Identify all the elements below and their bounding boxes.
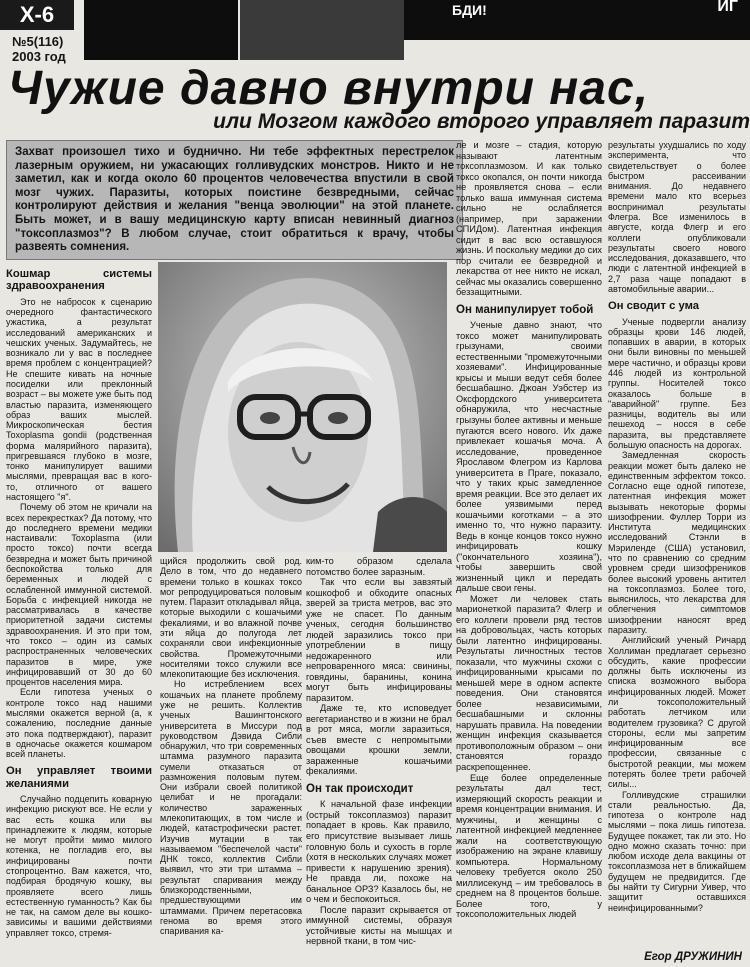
- paragraph: После паразит скрывается от иммунной системы, образуя устойчивые кисты на мышцах и нервной ткани, в том чис-: [306, 904, 452, 947]
- paragraph: Голливудские страшилки стали реальностью. Да, гипотеза о контроле над мыслями – пока лишь гипотеза. Будущее покажет, так ли это. Но одно можно сказать точно: при любом исходе дела вакцины от токсоплазмоза нет в ближайшем будущем не предвидится. Где бы найти ту Сигурни Уивер, что защитит оставшихся неинфицированными?: [608, 789, 746, 913]
- paragraph: Может ли человек стать марионеткой паразита? Флегр и его коллеги провели ряд тестов на добровольцах, часть которых были латентно инфицированы. Результаты личностных тестов показали, что мужчины схожи с инфицированными крысами по меньшей мере в одном аспекте поведения. Они становятся более независимыми, бесшабашными и склонны нарушать правила. На поведении женщин инфекция сказывается противоположным образом – они становятся гораздо раскрепощеннее.: [456, 593, 602, 772]
- subheading-drives-you-mad: Он сводит с ума: [608, 300, 700, 313]
- paragraph: Английский ученый Ричард Холлиман предлагает серьезно обсудить, какие профессии должны быть исключены из списка возможного выбора инфицированных людей. Может ли токсоположительный работать летчиком или водителем грузовика? С другой стороны, если мы запретим инфицированным все профессии, связанные с быстротой реакции, мы можем потерять более трети рабочей силы...: [608, 635, 746, 790]
- paragraph: К начальной фазе инфекции (острый токсоплазмоз) паразит попадает в кровь. Как правило, его присутствие вызывает лишь головную боль и сухость в горле (хотя в нескольких случаях может привести к нарушению зрения). Не правда ли, похоже на банальное ОРЗ? Казалось бы, не о чем и беспокоиться.: [306, 799, 452, 905]
- paragraph: Случайно подцепить коварную инфекцию рискуют все. Не если у вас есть кошка или вы принадлежите к людям, которые не могут пройти мимо милого котенка, не погладив его, вы инфицированы почти стопроцентно. Вам кажется, что, подбирая бродячую кошку, вы проявляете всего лишь естественную гуманность? Как бы не так, на самом деле вы кошко-зависимы и вашими действиями управляет токсо, стремя-: [6, 794, 152, 938]
- paragraph: ле и мозге – стадия, которую называют латентным токсоплазмозом. И как только токсо окопался, он почти никогда не проявляется снова – если только ваша иммунная система сильно не ослабляется (например, при заражении СПИДом). Латентная инфекция сидит в вас всю оставшуюся жизнь. И поскольку медики до сих пор считали ее безвредной и лекарства от нее никто не искал, сейчас мы оказались совершенно беззащитными.: [456, 140, 602, 298]
- paragraph: Замедленная скорость реакции может быть далеко не единственным эффектом токсо. Согласно еще одной гипотезе, латентная инфекция может вызывать некоторые формы шизофрении. Фуллер Торри из Института медицинских исследований Стэнли в Мэриленде (США) установил, что по сравнению со средним уровнем среди шизофреников более высокий уровень антител на токсоплазмоз. Более того, выяснилось, что лекарства для облегчения симптомов шизофрении наносят вред паразиту.: [608, 450, 746, 635]
- lead-box: Захват произошел тихо и буднично. Ни тебе эффектных перестрелок лазерным оружием, ни ужасающих голливудских монстров. Никто и не заметил, как и когда около 60 процентов человечества впустили в свой мозг чужих. Паразиты, которых поистине безвредными, сейчас контролируют действия и желания "венца эволюции" на этой планете. Быть может, и в вашу медицинскую карту вписан невинный диагноз "токсоплазмоз"? В любом случае, стоит обратиться к врачу, чтобы развеять сомнения.: [6, 140, 463, 260]
- header-photo-strip: [84, 0, 238, 60]
- section-badge: Х-6: [0, 0, 74, 30]
- column-3: [306, 556, 452, 947]
- paragraph: щийся продолжить свой род. Дело в том, что до недавнего времени только в кошках токсо мог репродуцироваться половым путем. Паразит откладывал яйца, которые выходили с кошачьими фекалиями, и во влажной почве эти яйца до полугода лет сохраняли свои инфекционные свойства. Промежуточными носителями токсо служили все млекопитающие без исключения.: [160, 556, 302, 680]
- subheading-manipulates-you: Он манипулирует тобой: [456, 303, 594, 316]
- strip-label-left: БДИ!: [452, 2, 487, 18]
- author-byline: Егор ДРУЖИНИН: [644, 951, 742, 963]
- paragraph: результаты ухудшались по ходу эксперимента, что свидетельствует о более быстром рассеивании внимания. До недавнего времени мало кто всерьез воспринимал результаты Флегра. Все изменилось в августе, когда Флегр и его коллеги опубликовали результаты своего нового исследования, доказавшего, что люди с латентной инфекцией в 2,7 раза чаще попадают в автомобильные аварии...: [608, 140, 746, 294]
- paragraph: Даже те, кто исповедует вегетарианство и в жизни не брал в рот мяса, могли заразиться, съев вместе с непромытыми овощами крошки земли, зараженные кошачьими фекалиями.: [306, 703, 452, 777]
- paragraph: Ученые давно знают, что токсо может манипулировать грызунами, своими естественными "промежуточными хозяевами". Инфицированные крысы и мыши ведут себя более бесшабашно. Джоан Уэбстер из Оксфордского университета обнаружила, что несчастные грызуны более активны и меньше пугаются всего нового. Их даже привлекает кошачья моча. А исследование, проведенное Ярославом Флегром из Карлова университета в Праге, показало, что у таких крыс замедленное время реакции. Все это делает их более уязвимыми перед кошачьими коготками – а это именно то, что нужно паразиту. Ведь в конце концов токсо нужно инфицировать кошку ("окончательного хозяина"), чтобы завершить свой жизненный цикл и передать дальше свои гены.: [456, 320, 602, 594]
- paragraph: Еще более определенные результаты дал тест, измеряющий скорость реакции и время концентрации внимания. И мужчины, и женщины с латентной инфекцией медленнее жали на соответствующую изображению на экране клавишу компьютера. Нормальному человеку требуется около 250 миллисекунд – им требовалось в среднем на 8 процентов больше. Более того, у токсоположительных людей: [456, 772, 602, 920]
- masthead: [0, 0, 750, 64]
- subheading-controls-desires: Он управляет твоими желаниями: [6, 765, 152, 790]
- paragraph: ким-то образом сделала потомство более заразным.: [306, 556, 452, 577]
- subheading-how-it-happens: Он так происходит: [306, 782, 414, 795]
- issue-number: №5(116): [12, 34, 64, 49]
- header-dark-strip: [404, 0, 750, 40]
- subheading-healthcare-nightmare: Кошмар системы здравоохранения: [6, 268, 152, 293]
- headline-main: Чужие давно внутри нас,: [8, 62, 650, 115]
- paragraph: Это не набросок к сценарию очередного фантастического ужастика, а результат исследований американских и чешских ученых. Задумайтесь, не возникало ли у вас в последнее время проблем с концентрацией? Не спешите кивать на ночные посиделки или преклонный возраст – вы можете уже быть под властью паразита, изменяющего образ ваших мыслей. Микроскопическая бестия Toxoplasma gondii (родственная форма малярийного паразита), пригревшаяся глубоко в мозге, тонко манипулирует вашими мыслями, превращая вас в кого-то, отличного от вашего настоящего "я".: [6, 296, 152, 503]
- issue-info: [12, 34, 66, 64]
- strip-label-right: ИГ: [717, 0, 738, 15]
- article-photo: [158, 262, 447, 552]
- column-4: [456, 140, 602, 920]
- woman-portrait-image: [158, 262, 447, 552]
- paragraph: Почему об этом не кричали на всех перекрестках? Да потому, что до последнего времени медики настаивали: Toxoplasma (или просто токсо) почти всегда безвредна и может быть причиной беспокойства только для беременных и людей с ослабленной иммунной системой. Борьба с инфекцией никогда не рассматривалась в качестве приоритетной задачи системы здравоохранения. И это при том, что токсо – один из самых распространенных человеческих паразитов в мире, уже инфицировавший от 30 до 60 процентов населения мира.: [6, 502, 152, 688]
- issue-year: 2003 год: [12, 49, 66, 64]
- paragraph: Ученые подвергли анализу образцы крови 146 людей, попавших в аварии, в которых они были виновны по меньшей мере частично, и образцы крови 446 людей из контрольной группы. Носителей токсо оказалось больше в "аварийной" группе. Без разницы, водитель вы или пешеход – носся в себе паразита, вы представляете большую опасность на дорогах.: [608, 316, 746, 450]
- column-5: [608, 140, 746, 913]
- header-grey-strip: [240, 0, 404, 60]
- paragraph: Так что если вы завзятый кошкофоб и обходите опасных зверей за триста метров, вас это уже не спасет. По данным ученых, сегодня большинство людей заразились токсо при употреблении в пищу недожаренного или непроваренного мяса: свинины, говядины, баранины, конина могут быть инфицированы паразитом.: [306, 577, 452, 703]
- column-2: [160, 556, 302, 936]
- headline-sub: или Мозгом каждого второго управляет паразит: [213, 110, 750, 133]
- column-1: [6, 262, 152, 938]
- paragraph: Если гипотеза ученых о контроле токсо над нашими мыслями окажется верной (а, к сожалению, последние данные это пока подтверждают), паразит в одночасье окажется кошмаром всей планеты.: [6, 687, 152, 760]
- paragraph: Но истреблением всех кошачьих на планете проблему уже не решить. Коллектив ученых Вашингтонского университета в Миссури под руководством Дэвида Сибли обнаружил, что три современных штамма разумного паразита сумели отказаться от размножения половым путем. Они избрали своей политикой целибат и не прогадали: количество зараженных млекопитающих, в том числе и людей, катастрофически растет. Изучив мутации в так называемом "беспечелой части" ДНК токсо, коллектив Сибли выявил, что эти три штамма – результат спаривания между близкородственными, предшествующими им штаммами. Причем перетасовка генома во время этого спаривания ка-: [160, 679, 302, 937]
